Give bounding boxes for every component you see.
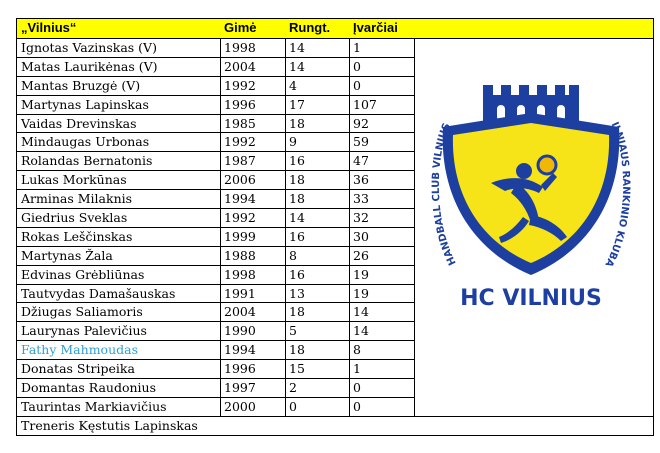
player-games: 18 xyxy=(289,342,305,358)
table-row xyxy=(17,266,414,285)
player-name: Donatas Stripeika xyxy=(21,361,135,377)
player-goals: 8 xyxy=(353,342,361,358)
player-games: 18 xyxy=(289,304,305,320)
player-birth-year: 1987 xyxy=(224,153,256,169)
player-goals: 14 xyxy=(353,323,369,339)
player-goals: 30 xyxy=(353,228,369,244)
table-row xyxy=(17,171,414,190)
player-games: 0 xyxy=(289,398,297,414)
player-birth-year: 1988 xyxy=(224,247,256,263)
table-row xyxy=(17,152,414,171)
player-goals: 0 xyxy=(353,398,361,414)
table-row xyxy=(17,228,414,247)
table-row xyxy=(17,39,414,58)
coach-line: Treneris Kęstutis Lapinskas xyxy=(21,418,198,433)
table-row xyxy=(17,133,414,152)
table-row xyxy=(17,303,414,322)
player-birth-year: 1998 xyxy=(224,266,256,282)
player-name: Ignotas Vazinskas (V) xyxy=(21,40,157,55)
logo-arc-right: ILNIAUS RANKINIO KLUBA xyxy=(602,120,632,269)
player-goals: 47 xyxy=(353,153,369,169)
player-name: Vaidas Drevinskas xyxy=(21,115,137,131)
player-goals: 0 xyxy=(353,58,361,74)
table-row xyxy=(17,285,414,304)
player-goals: 92 xyxy=(353,115,369,131)
player-name: Matas Laurikėnas (V) xyxy=(21,58,158,74)
player-games: 18 xyxy=(289,115,305,131)
player-birth-year: 1996 xyxy=(224,96,256,112)
player-birth-year: 1998 xyxy=(224,40,256,55)
player-birth-year: 1985 xyxy=(224,115,256,131)
table-row xyxy=(17,96,414,115)
player-goals: 19 xyxy=(353,266,369,282)
player-games: 4 xyxy=(289,77,297,93)
player-goals: 33 xyxy=(353,191,369,207)
hc-vilnius-logo xyxy=(421,65,641,323)
player-games: 16 xyxy=(289,266,305,282)
player-name: Laurynas Palevičius xyxy=(21,323,147,339)
player-name: Domantas Raudonius xyxy=(21,380,157,396)
player-birth-year: 1992 xyxy=(224,134,256,150)
player-birth-year: 1990 xyxy=(224,323,256,339)
player-goals: 32 xyxy=(353,210,369,226)
player-birth-year: 1994 xyxy=(224,191,256,207)
coach-divider xyxy=(17,416,653,417)
player-name: Lukas Morkūnas xyxy=(21,172,127,188)
player-name: Arminas Milaknis xyxy=(21,191,133,207)
logo-wordmark: HC VILNIUS xyxy=(460,286,602,311)
logo-shield-icon xyxy=(421,65,641,323)
header-games: Rungt. xyxy=(289,20,331,35)
table-row xyxy=(17,379,414,398)
player-birth-year: 1996 xyxy=(224,361,256,377)
player-goals: 36 xyxy=(353,172,369,188)
player-games: 14 xyxy=(289,58,305,74)
player-games: 2 xyxy=(289,380,297,396)
player-games: 18 xyxy=(289,191,305,207)
player-goals: 26 xyxy=(353,247,369,263)
player-games: 16 xyxy=(289,153,305,169)
player-name: Fathy Mahmoudas xyxy=(21,342,138,358)
player-name: Martynas Lapinskas xyxy=(21,96,149,112)
player-goals: 1 xyxy=(353,40,361,55)
player-goals: 0 xyxy=(353,77,361,93)
player-name: Rokas Leščinskas xyxy=(21,228,133,244)
header-birth-year: Gimė xyxy=(224,20,257,35)
header-goals: Įvarčiai xyxy=(353,20,398,35)
player-name: Džiugas Saliamoris xyxy=(21,304,143,320)
player-games: 13 xyxy=(289,285,305,301)
table-row xyxy=(17,360,414,379)
player-name: Tautvydas Damašauskas xyxy=(21,285,176,301)
table-row xyxy=(17,115,414,134)
player-games: 14 xyxy=(289,210,305,226)
table-row xyxy=(17,58,414,77)
player-birth-year: 1991 xyxy=(224,285,256,301)
column-divider xyxy=(220,39,221,417)
header-team-name: „Vilnius“ xyxy=(21,20,77,35)
player-games: 9 xyxy=(289,134,297,150)
player-rows xyxy=(17,39,414,417)
player-games: 5 xyxy=(289,323,297,339)
player-games: 16 xyxy=(289,228,305,244)
player-birth-year: 2006 xyxy=(224,172,256,188)
player-goals: 0 xyxy=(353,380,361,396)
player-name: Taurintas Markiavičius xyxy=(21,398,167,414)
player-goals: 19 xyxy=(353,285,369,301)
player-goals: 14 xyxy=(353,304,369,320)
player-goals: 59 xyxy=(353,134,369,150)
table-row xyxy=(17,190,414,209)
player-birth-year: 2004 xyxy=(224,304,256,320)
table-row xyxy=(17,341,414,360)
table-row xyxy=(17,322,414,341)
player-games: 14 xyxy=(289,40,305,55)
table-row xyxy=(17,77,414,96)
player-name: Mantas Bruzgė (V) xyxy=(21,77,141,93)
player-birth-year: 2004 xyxy=(224,58,256,74)
logo-arc-left: HANDBALL CLUB VILNIUS xyxy=(430,121,459,267)
player-name: Martynas Žala xyxy=(21,247,113,263)
player-goals: 107 xyxy=(353,96,377,112)
column-divider xyxy=(349,39,350,417)
player-name: Giedrius Sveklas xyxy=(21,210,128,226)
player-name: Mindaugas Urbonas xyxy=(21,134,150,150)
table-header-row xyxy=(17,19,653,39)
player-games: 18 xyxy=(289,172,305,188)
column-divider xyxy=(285,39,286,417)
player-games: 15 xyxy=(289,361,305,377)
player-games: 8 xyxy=(289,247,297,263)
player-birth-year: 2000 xyxy=(224,398,256,414)
player-birth-year: 1992 xyxy=(224,210,256,226)
player-birth-year: 1994 xyxy=(224,342,256,358)
column-divider xyxy=(414,39,415,417)
player-name: Edvinas Grėbliūnas xyxy=(21,266,145,282)
table-row xyxy=(17,247,414,266)
player-goals: 1 xyxy=(353,361,361,377)
player-birth-year: 1997 xyxy=(224,380,256,396)
player-name: Rolandas Bernatonis xyxy=(21,153,153,169)
player-birth-year: 1992 xyxy=(224,77,256,93)
player-games: 17 xyxy=(289,96,305,112)
table-row xyxy=(17,209,414,228)
player-birth-year: 1999 xyxy=(224,228,256,244)
table-row xyxy=(17,398,414,417)
